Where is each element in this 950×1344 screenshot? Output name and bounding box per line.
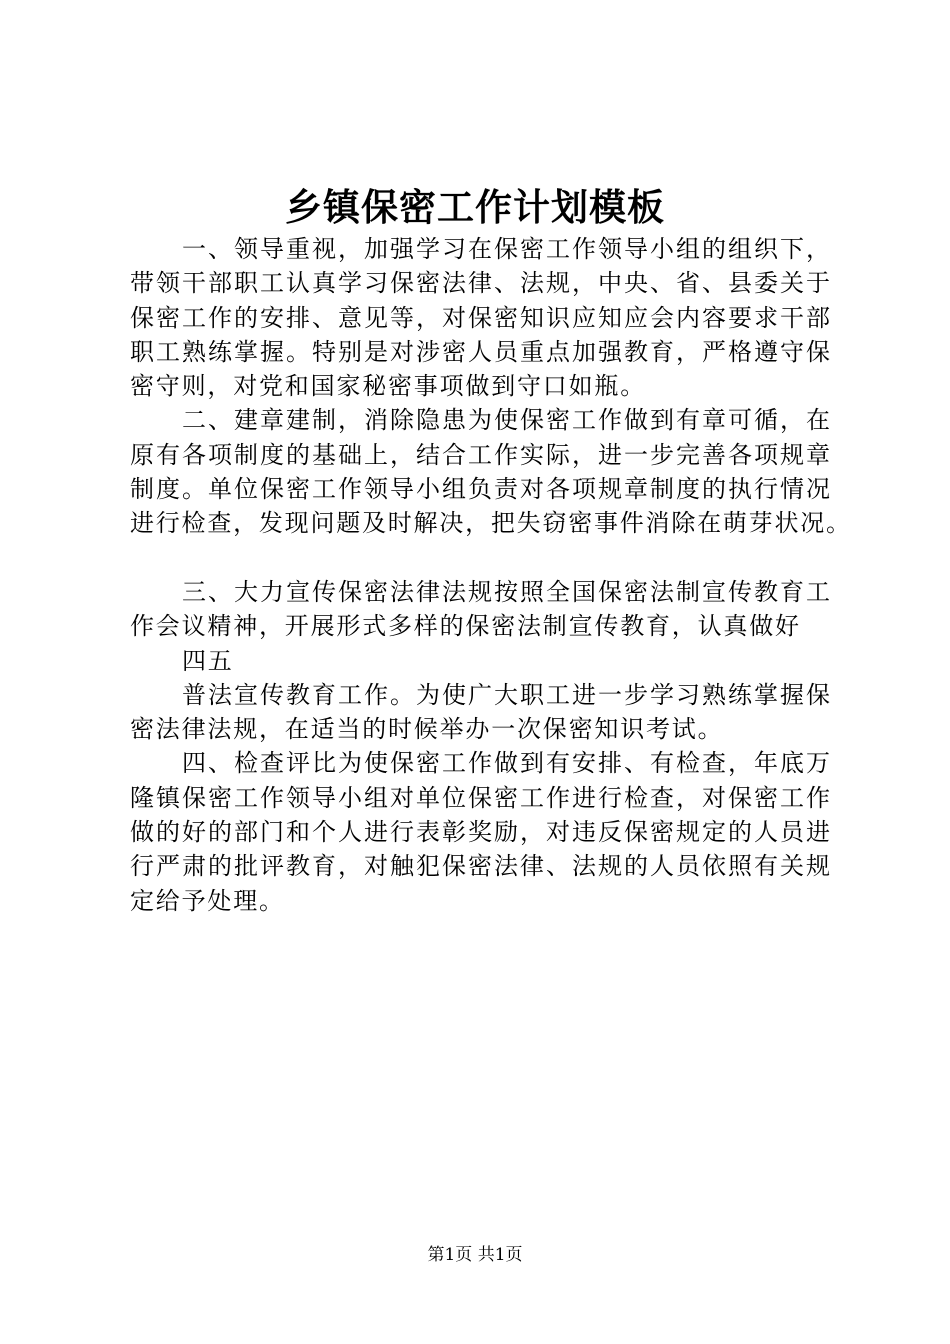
paragraph-line: 密法律法规，在适当的时候举办一次保密知识考试。 [130,715,724,744]
paragraph-line: 带领干部职工认真学习保密法律、法规，中央、省、县委关于 [130,269,830,298]
paragraph-6 [130,746,830,917]
paragraph-1 [130,232,830,403]
paragraph-line: 四五 [182,646,234,675]
paragraph-line: 定给予处理。 [130,886,285,915]
paragraph-line: 密守则，对党和国家秘密事项做到守口如瓶。 [130,372,646,401]
paragraph-line: 二、建章建制，消除隐患为使保密工作做到有章可循，在 [182,406,830,435]
paragraph-3 [130,575,830,644]
paragraph-line: 四、检查评比为使保密工作做到有安排、有检查，年底万 [182,749,830,778]
paragraph-line: 做的好的部门和个人进行表彰奖励，对违反保密规定的人员进 [130,818,830,847]
paragraph-line: 原有各项制度的基础上，结合工作实际，进一步完善各项规章 [130,440,830,469]
paragraph-line: 进行检查，发现问题及时解决，把失窃密事件消除在萌芽状况。 [130,509,850,538]
paragraph-line: 作会议精神，开展形式多样的保密法制宣传教育，认真做好 [130,612,801,641]
document-title: 乡镇保密工作计划模板 [285,185,665,229]
paragraph-4 [130,644,830,678]
paragraph-line: 制度。单位保密工作领导小组负责对各项规章制度的执行情况 [130,475,830,504]
paragraph-line: 三、大力宣传保密法律法规按照全国保密法制宣传教育工 [182,577,830,606]
paragraph-line: 普法宣传教育工作。为使广大职工进一步学习熟练掌握保 [182,680,830,709]
page-footer: 第1页 共1页 [427,1245,523,1265]
paragraph-line: 行严肃的批评教育，对触犯保密法律、法规的人员依照有关规 [130,852,830,881]
paragraph-line: 隆镇保密工作领导小组对单位保密工作进行检查，对保密工作 [130,783,830,812]
paragraph-line: 职工熟练掌握。特别是对涉密人员重点加强教育，严格遵守保 [130,337,830,366]
blank-line [130,541,830,575]
paragraph-line: 一、领导重视，加强学习在保密工作领导小组的组织下， [182,235,830,263]
paragraph-5 [130,678,830,747]
document-body [130,232,850,918]
paragraph-line: 保密工作的安排、意见等，对保密知识应知应会内容要求干部 [130,303,830,332]
paragraph-2 [130,403,850,540]
